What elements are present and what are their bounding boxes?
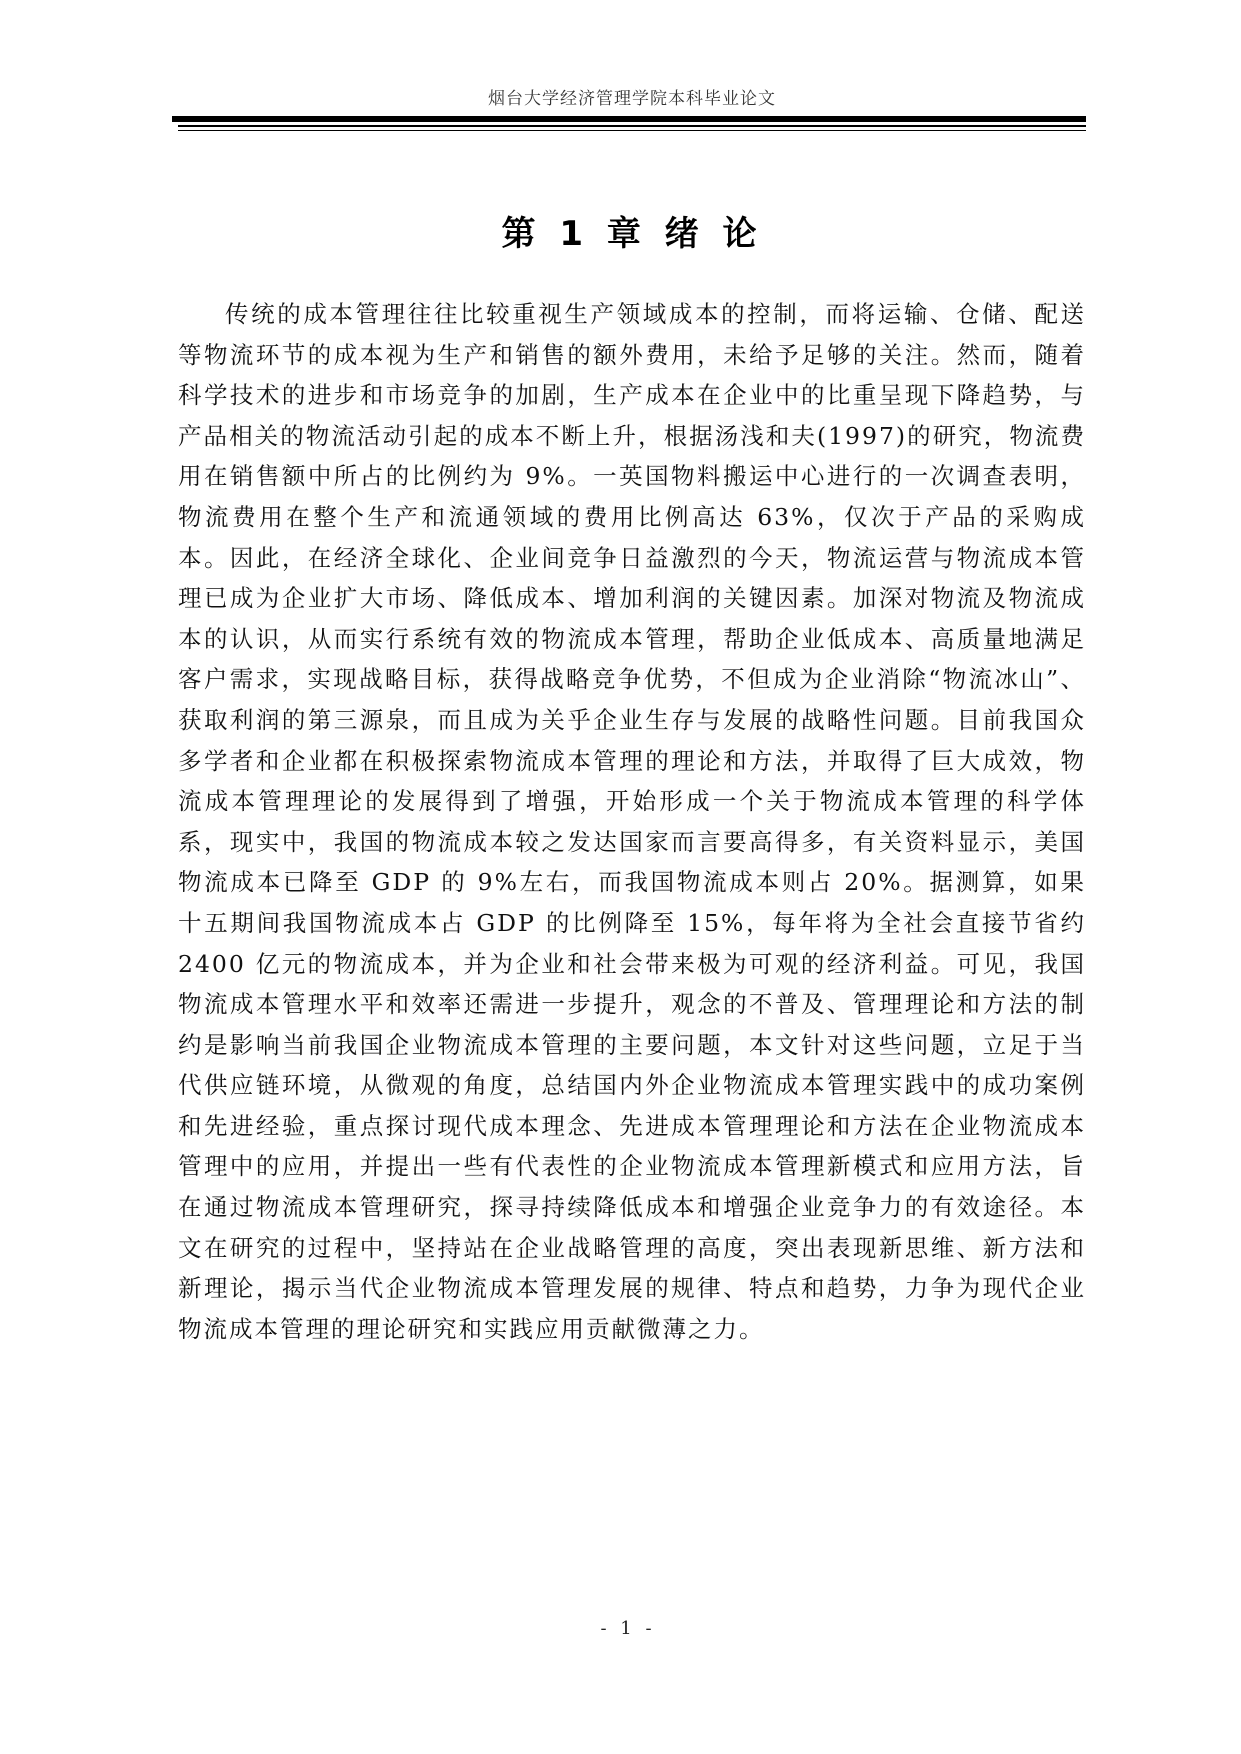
header-rule-hairline [178,130,1086,131]
chapter-title: 第 1 章 绪 论 [501,214,763,254]
body-paragraph: 传统的成本管理往往比较重视生产领域成本的控制，而将运输、仓储、配送等物流环节的成本视为生产和销售的额外费用，未给予足够的关注。然而，随着科学技术的进步和市场竞争的加剧，生产成本在企业中的比重呈现下降趋势，与产品相关的物流活动引起的成本不断上升，根据汤浅和夫(1997)的研究，物流费用在销售额中所占的比例约为 9%。一英国物料搬运中心进行的一次调查表明，物流费用在整个生产和流通领域的费用比例高达 63%，仅次于产品的采购成本。因此，在经济全球化、企业间竞争日益激烈的今天，物流运营与物流成本管理已成为企业扩大市场、降低成本、增加利润的关键因素。加深对物流及物流成本的认识，从而实行系统有效的物流成本管理，帮助企业低成本、高质量地满足客户需求，实现战略目标，获得战略竞争优势，不但成为企业消除“物流冰山”、获取利润的第三源泉，而且成为关乎企业生存与发展的战略性问题。目前我国众多学者和企业都在积极探索物流成本管理的理论和方法，并取得了巨大成效，物流成本管理理论的发展得到了增强，开始形成一个关于物流成本管理的科学体系，现实中，我国的物流成本较之发达国家而言要高得多，有关资料显示，美国物流成本已降至 GDP 的 9%左右，而我国物流成本则占 20%。据测算，如果十五期间我国物流成本占 GDP 的比例降至 15%，每年将为全社会直接节省约 2400 亿元的物流成本，并为企业和社会带来极为可观的经济利益。可见，我国物流成本管理水平和效率还需进一步提升，观念的不普及、管理理论和方法的制约是影响当前我国企业物流成本管理的主要问题，本文针对这些问题，立足于当代供应链环境，从微观的角度，总结国内外企业物流成本管理实践中的成功案例和先进经验，重点探讨现代成本理念、先进成本管理理论和方法在企业物流成本管理中的应用，并提出一些有代表性的企业物流成本管理新模式和应用方法，旨在通过物流成本管理研究，探寻持续降低成本和增强企业竞争力的有效途径。本文在研究的过程中，坚持站在企业战略管理的高度，突出表现新思维、新方法和新理论，揭示当代企业物流成本管理发展的规律、特点和趋势，力争为现代企业物流成本管理的理论研究和实践应用贡献微薄之力。 [178,300,1086,1343]
header-rule-thick [172,116,1086,122]
header-rule-thin [178,125,1086,127]
page-number: - 1 - [600,1618,656,1639]
running-header: 烟台大学经济管理学院本科毕业论文 [488,89,776,109]
